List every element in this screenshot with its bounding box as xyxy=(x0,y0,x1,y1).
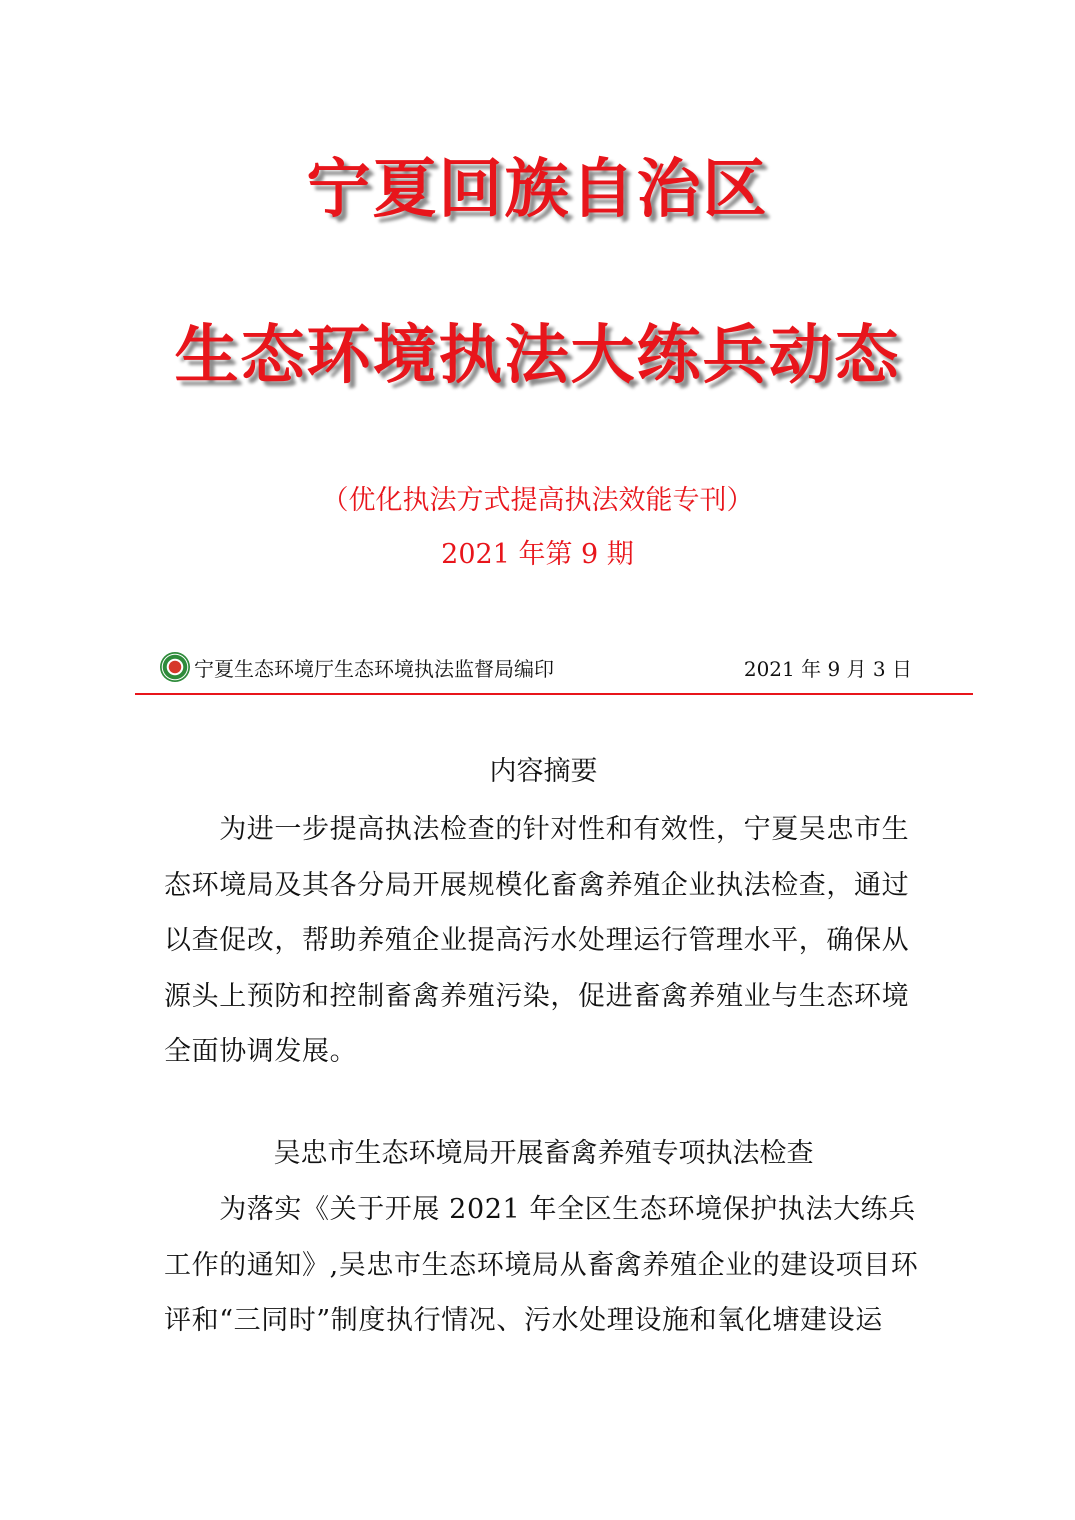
publisher-name: 宁夏生态环境厅生态环境执法监督局编印 xyxy=(194,657,554,681)
publisher-row xyxy=(160,652,912,686)
abstract-heading: 内容摘要 xyxy=(489,756,598,787)
article-line: 工作的通知》,吴忠市生态环境局从畜禽养殖企业的建设项目环 xyxy=(164,1249,919,1281)
abstract-line: 态环境局及其各分局开展规模化畜禽养殖企业执法检查，通过 xyxy=(164,869,910,901)
publish-date: 2021 年 9 月 3 日 xyxy=(743,657,912,681)
abstract-line: 源头上预防和控制畜禽养殖污染，促进畜禽养殖业与生态环境 xyxy=(164,980,910,1012)
article-line: 评和“三同时”制度执行情况、污水处理设施和氧化塘建设运 xyxy=(164,1305,883,1336)
environment-emblem-icon xyxy=(160,652,190,682)
header-divider xyxy=(135,693,973,695)
abstract-line: 为进一步提高执法检查的针对性和有效性，宁夏吴忠市生 xyxy=(164,814,910,845)
issue-number: 2021 年第 9 期 xyxy=(441,539,634,570)
abstract-body xyxy=(164,802,916,1080)
article-line: 为落实《关于开展 2021 年全区生态环境保护执法大练兵 xyxy=(164,1194,916,1225)
special-issue-title: （优化执法方式提高执法效能专刊） xyxy=(321,485,754,516)
masthead-title-line-2: 生态环境执法大练兵动态 xyxy=(174,319,901,393)
article-heading: 吴忠市生态环境局开展畜禽养殖专项执法检查 xyxy=(273,1138,814,1169)
abstract-line: 全面协调发展。 xyxy=(164,1036,358,1067)
abstract-line: 以查促改，帮助养殖企业提高污水处理运行管理水平，确保从 xyxy=(164,925,910,956)
masthead-title-line-1: 宁夏回族自治区 xyxy=(306,153,769,227)
article-body xyxy=(164,1182,919,1349)
